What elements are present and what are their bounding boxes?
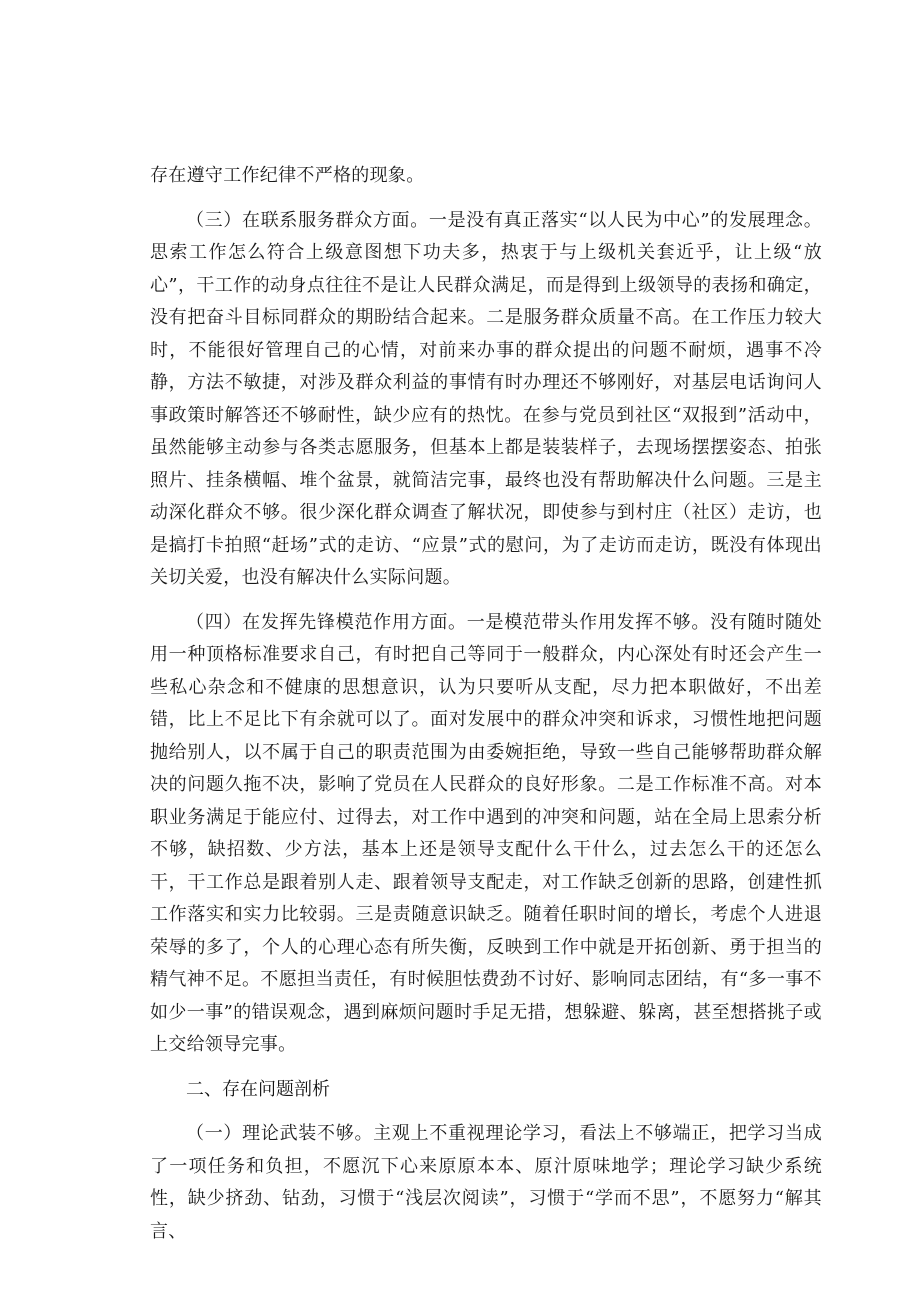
paragraph-section-4: （四）在发挥先锋模范作用方面。一是模范带头作用发挥不够。没有随时随处用一种顶格标准要求自己，有时把自己等同于一般群众，内心深处有时还会产生一些私心杂念和不健康的思想意识，认为只要听从支配，尽力把本职做好，不出差错，比上不足比下有余就可以了。面对发展中的群众冲突和诉求，习惯性地把问题抛给别人，以不属于自己的职责范围为由委婉拒绝，导致一些自己能够帮助群众解决的问题久拖不决，影响了党员在人民群众的良好形象。二是工作标准不高。对本职业务满足于能应付、过得去，对工作中遇到的冲突和问题，站在全局上思索分析不够，缺招数、少方法，基本上还是领导支配什么干什么，过去怎么干的还怎么干，干工作总是跟着别人走、跟着领导支配走，对工作缺乏创新的思路，创建性抓工作落实和实力比较弱。三是责随意识缺乏。随着任职时间的增长，考虑个人进退荣辱的多了，个人的心理心态有所失衡，反映到工作中就是开拓创新、勇于担当的精气神不足。不愿担当责任，有时候胆怯费劲不讨好、影响同志团结，有“多一事不如少一事”的错误观念，遇到麻烦问题时手足无措，想躲避、躲离，甚至想搭挑子或上交给领导完事。 <box>150 611 822 1055</box>
paragraph-gap <box>150 193 822 205</box>
paragraph-gap <box>150 595 822 607</box>
paragraph-analysis-1: （一）理论武装不够。主观上不重视理论学习，看法上不够端正，把学习当成了一项任务和负担，不愿沉下心来原原本本、原汁原味地学；理论学习缺少系统性，缺少挤劲、钻劲，习惯于“浅层次阅读”，习惯于“学而不思”，不愿努力“解其言、 <box>150 1123 822 1242</box>
paragraph-continuation: 存在遵守工作纪律不严格的现象。 <box>150 165 425 186</box>
paragraph-gap <box>150 1106 822 1118</box>
section-heading: 二、存在问题剖析 <box>186 1078 330 1100</box>
document-body <box>150 160 822 1248</box>
paragraph-section-3: （三）在联系服务群众方面。一是没有真正落实“以人民为中心”的发展理念。思索工作怎么符合上级意图想下功夫多，热衷于与上级机关套近乎，让上级“放心”，干工作的动身点往往不是让人民群众满足，而是得到上级领导的表扬和确定，没有把奋斗目标同群众的期盼结合起来。二是服务群众质量不高。在工作压力较大时，不能很好管理自己的心情，对前来办事的群众提出的问题不耐烦，遇事不冷静，方法不敏捷，对涉及群众利益的事情有时办理还不够刚好，对基层电话询问人事政策时解答还不够耐性，缺少应有的热忱。在参与党员到社区“双报到”活动中，虽然能够主动参与各类志愿服务，但基本上都是装装样子，去现场摆摆姿态、拍张照片、挂条横幅、堆个盆景，就简洁完事，最终也没有帮助解决什么问题。三是主动深化群众不够。很少深化群众调查了解状况，即使参与到村庄（社区）走访，也是搞打卡拍照“赶场”式的走访、“应景”式的慰问，为了走访而走访，既没有体现出关切关爱，也没有解决什么实际问题。 <box>150 209 822 588</box>
paragraph-gap <box>150 1062 822 1074</box>
